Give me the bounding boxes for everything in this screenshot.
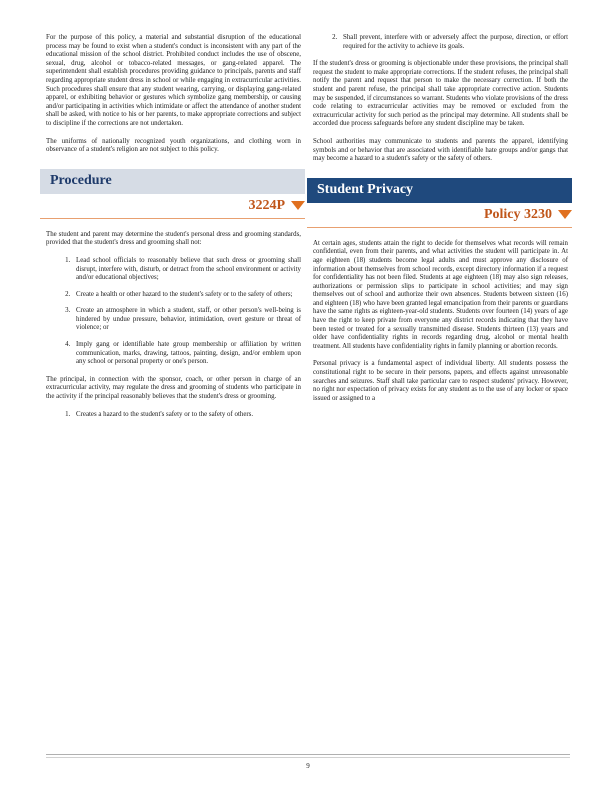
privacy-paragraph-1: At certain ages, students attain the right to decide for themselves what records will remain confidential, even from their parents, and what activities the student will participate in. At age eighteen (18) students become legal adults and must approve any disclosure of information about themselves from school records, except directory information if a request for confidentiality has not been filed. Students at age eighteen (18) may also sign releases, authorizations or permission slips to participate in school activities; and may sign themselves out of school and authorize their own absences. Students between sixteen (16) and eighteen (18) who have been granted legal emancipation from their parents or guardians have the same rights as eighteen-year-old students. Students over fourteen (14) years of age have the right to keep private from everyone any district records indicating that they have been tested or treated for a sexually transmitted disease. Students thirteen (13) years and older have confidentiality rights in records regarding drug, alcohol or mental health treatment. All students have confidentiality rights in family planning or abortion records.: [313, 239, 568, 350]
policy-code-row: [307, 207, 572, 228]
list-item: 2. Create a health or other hazard to the student's safety or to the safety of others;: [72, 291, 301, 300]
procedure-title: Procedure: [50, 173, 112, 189]
procedure-code: 3224P: [248, 197, 285, 213]
procedure-paragraph-1: The student and parent may determine the student's personal dress and grooming standards, provided that the student's dress and grooming shall not:: [46, 230, 301, 247]
list-item: 1. Creates a hazard to the student's safety or to the safety of others.: [72, 411, 301, 420]
procedure-paragraph-4: School authorities may communicate to students and parents the apparel, identifying symbols and or behavior that are associated with identifiable hate groups and/or gangs that may become a hazard to a student's safety or the safety of others.: [313, 137, 568, 163]
procedure-code-row: [40, 198, 305, 219]
activity-list: [46, 411, 301, 420]
privacy-paragraph-2: Personal privacy is a fundamental aspect of individual liberty. All students possess the constitutional right to be secure in their persons, papers, and effects against unreasonable searches and seizures. Staff shall take particular care to respect students' privacy. However, no right nor expectation of privacy exists for any student as to the use of any locker or space issued or assigned to a: [313, 360, 568, 402]
procedure-list: [46, 257, 301, 367]
policy-code: [484, 207, 552, 223]
privacy-heading-bar: [307, 178, 572, 203]
list-item: 4. Imply gang or identifiable hate group membership or affiliation by written communication, marks, drawing, tattoos, painting, design, and/or emblem upon any school or personal property or one's person.: [72, 341, 301, 367]
list-item: 3. Create an atmosphere in which a student, staff, or other person's well-being is hindered by undue pressure, behavior, intimidation, overt gesture or threat of violence; or: [72, 307, 301, 333]
procedure-paragraph-2: The principal, in connection with the sponsor, coach, or other person in charge of an extracurricular activity, may regulate the dress and grooming of students who participate in the activity if the principal reasonably believes that the student's dress or grooming.: [46, 375, 301, 401]
procedure-heading-bar: [40, 169, 305, 194]
policy-label: Policy: [483, 206, 521, 222]
privacy-title: Student Privacy: [317, 182, 414, 198]
list-item: 2. Shall prevent, interfere with or adversely affect the purpose, direction, or effort required for the activity to achieve its goals.: [339, 34, 568, 51]
dress-policy-paragraph-2: The uniforms of nationally recognized youth organizations, and clothing worn in observance of a student's religion are not subject to this policy.: [46, 137, 301, 154]
dress-policy-paragraph-1: For the purpose of this policy, a material and substantial disruption of the educational process may be found to exist when a student's conduct is inconsistent with any part of the educational mission of the school district. Prohibited conduct includes the use of obscene, sexual, drug, alcohol or tobacco-related messages, or gang-related apparel. The superintendent shall establish procedures providing guidance to principals, parents and staff regarding appropriate student dress in school or while engaging in extracurricular activities. Such procedures shall ensure that any student wearing, carrying, or displaying gang-related apparel, or exhibiting behavior or gestures which symbolize gang membership, or causing and/or participating in activities which intimidate or affect the attendance of another student shall be asked, with notice to his or her parents, to make appropriate corrections and subject to discipline if the corrections are not undertaken.: [46, 34, 301, 127]
page-number: 9: [306, 762, 310, 770]
footer-rule: [46, 754, 570, 755]
list-item: 1. Lead school officials to reasonably believe that such dress or grooming shall disrupt, interfere with, disturb, or detract from the school environment or activity and/or educational objectives;: [72, 257, 301, 283]
right-column: [313, 34, 568, 412]
triangle-down-icon: [558, 210, 572, 219]
policy-number: 3230: [524, 206, 552, 222]
procedure-paragraph-3: If the student's dress or grooming is objectionable under these provisions, the principal shall request the student to make appropriate corrections. If the student refuses, the principal shall notify the parent and request that person to make the necessary correction. If both the student and parent refuse, the principal shall take appropriate corrective action. Students may be suspended, if circumstances so warrant. Students who violate provisions of the dress code relating to extracurricular activities may be removed or excluded from the extracurricular activity for such period as the principal may determine. All students shall be accorded due process safeguards before any student discipline may be taken.: [313, 60, 568, 128]
footer-rule-secondary: [46, 757, 570, 758]
left-column: [46, 34, 301, 428]
activity-list-continued: [313, 34, 568, 51]
triangle-down-icon: [291, 201, 305, 210]
